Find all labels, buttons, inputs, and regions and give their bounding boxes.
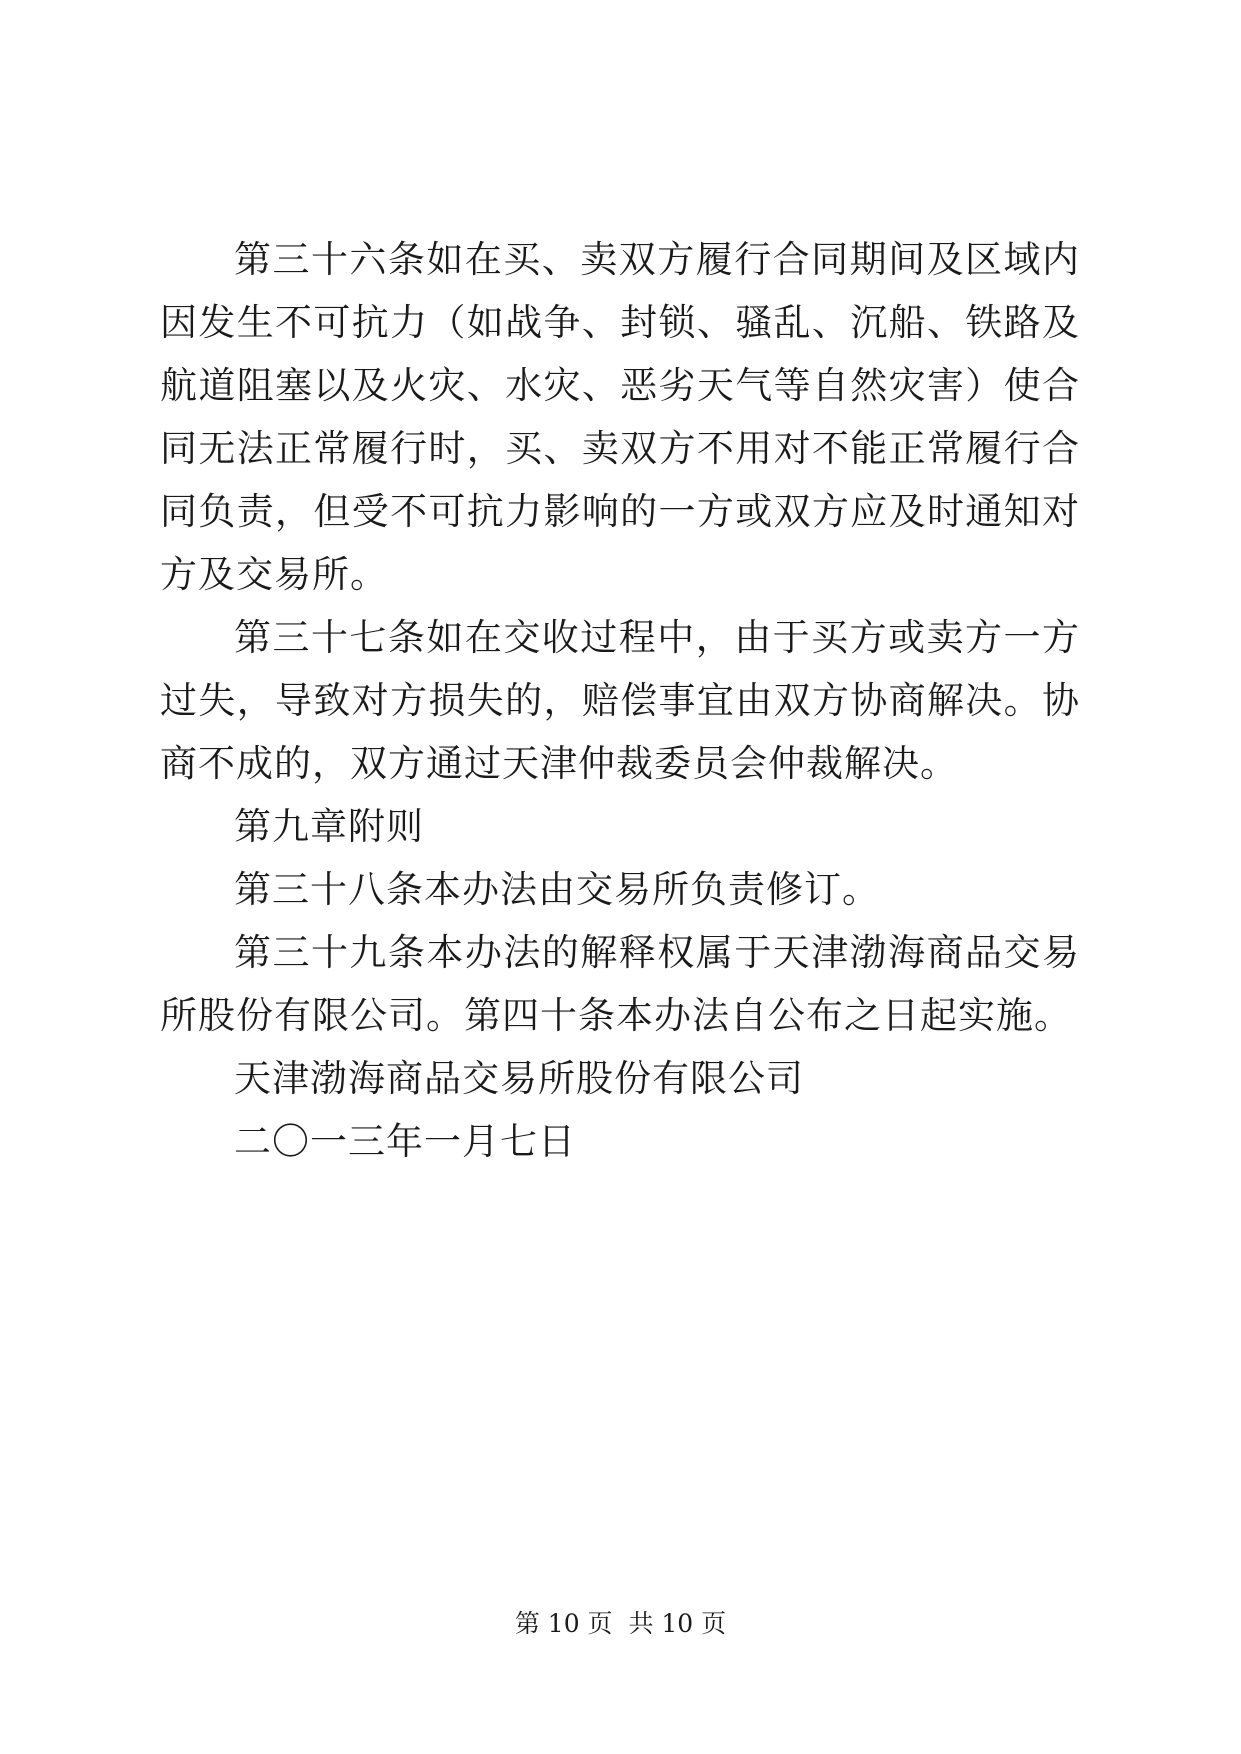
- article-37: 第三十七条如在交收过程中，由于买方或卖方一方过失，导致对方损失的，赔偿事宜由双方协商解决。协商不成的，双方通过天津仲裁委员会仲裁解决。: [160, 616, 1080, 785]
- issue-date: 二〇一三年一月七日: [234, 1120, 576, 1163]
- article-39-40: 第三十九条本办法的解释权属于天津渤海商品交易所股份有限公司。第四十条本办法自公布之日起实施。: [160, 931, 1080, 1037]
- issuer-name: 天津渤海商品交易所股份有限公司: [234, 1057, 804, 1100]
- article-38: 第三十八条本办法由交易所负责修订。: [234, 868, 880, 911]
- document-body: [160, 228, 1080, 1173]
- article-36: 第三十六条如在买、卖双方履行合同期间及区域内因发生不可抗力（如战争、封锁、骚乱、沉船、铁路及航道阻塞以及火灾、水灾、恶劣天气等自然灾害）使合同无法正常履行时，买、卖双方不用对不能正常履行合同负责，但受不可抗力影响的一方或双方应及时通知对方及交易所。: [160, 238, 1080, 596]
- chapter-heading: 第九章附则: [234, 805, 424, 848]
- page-footer: [0, 1609, 1241, 1639]
- page-number: 第 10 页 共 10 页: [514, 1609, 727, 1638]
